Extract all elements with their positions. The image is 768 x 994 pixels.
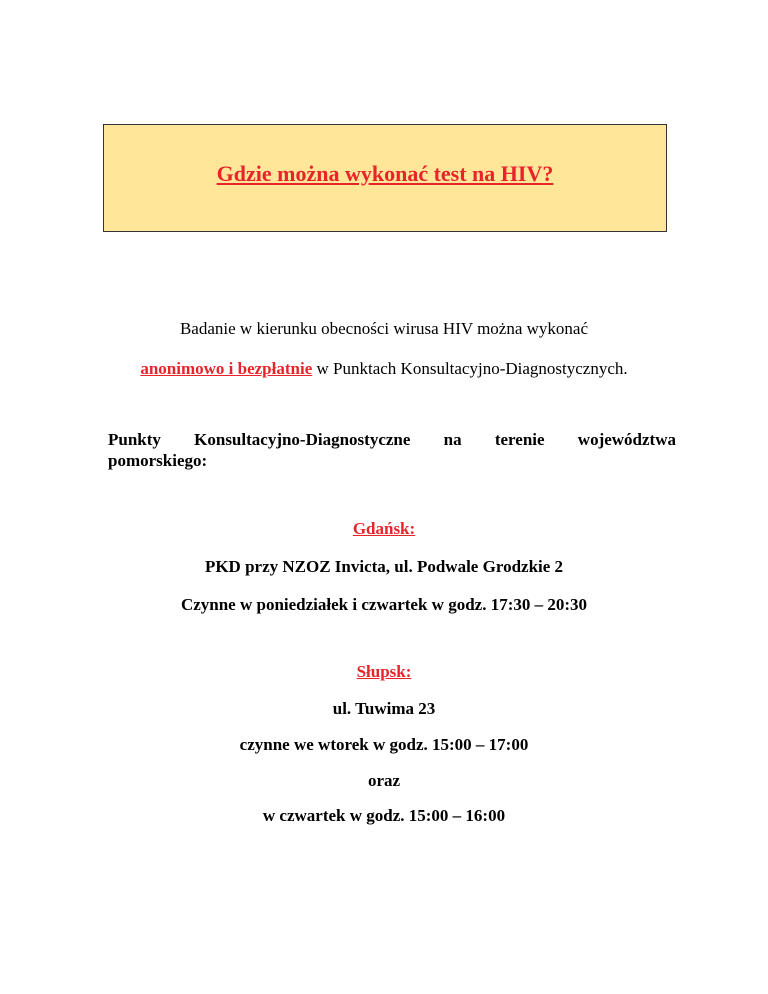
title-box	[103, 124, 667, 232]
points-heading-line-2: pomorskiego:	[108, 451, 208, 470]
city-heading-gdansk: Gdańsk:	[352, 519, 416, 538]
location-gdansk-hours: Czynne w poniedziałek i czwartek w godz. 17:30 – 20:30	[180, 595, 588, 614]
location-slupsk-city	[0, 662, 768, 682]
points-heading	[108, 429, 676, 471]
location-slupsk-hours: czynne we wtorek w godz. 15:00 – 17:00	[239, 735, 529, 754]
location-gdansk-city	[0, 519, 768, 539]
location-slupsk-address: ul. Tuwima 23	[332, 699, 436, 718]
intro-line-2-rest: w Punktach Konsultacyjno-Diagnostycznych.	[312, 359, 628, 378]
intro-line-2	[0, 359, 768, 379]
page-title: Gdzie można wykonać test na HIV?	[216, 161, 554, 186]
city-heading-slupsk: Słupsk:	[356, 662, 412, 681]
intro-line-1: Badanie w kierunku obecności wirusa HIV można wykonać	[179, 319, 589, 338]
points-heading-line-1: Punkty Konsultacyjno-Diagnostyczne na terenie województwa	[108, 430, 676, 449]
location-slupsk-connector: oraz	[367, 771, 401, 790]
intro-highlight: anonimowo i bezpłatnie	[140, 359, 313, 378]
location-slupsk-hours-2: w czwartek w godz. 15:00 – 16:00	[262, 806, 506, 825]
location-gdansk-address: PKD przy NZOZ Invicta, ul. Podwale Grodzkie 2	[204, 557, 564, 576]
